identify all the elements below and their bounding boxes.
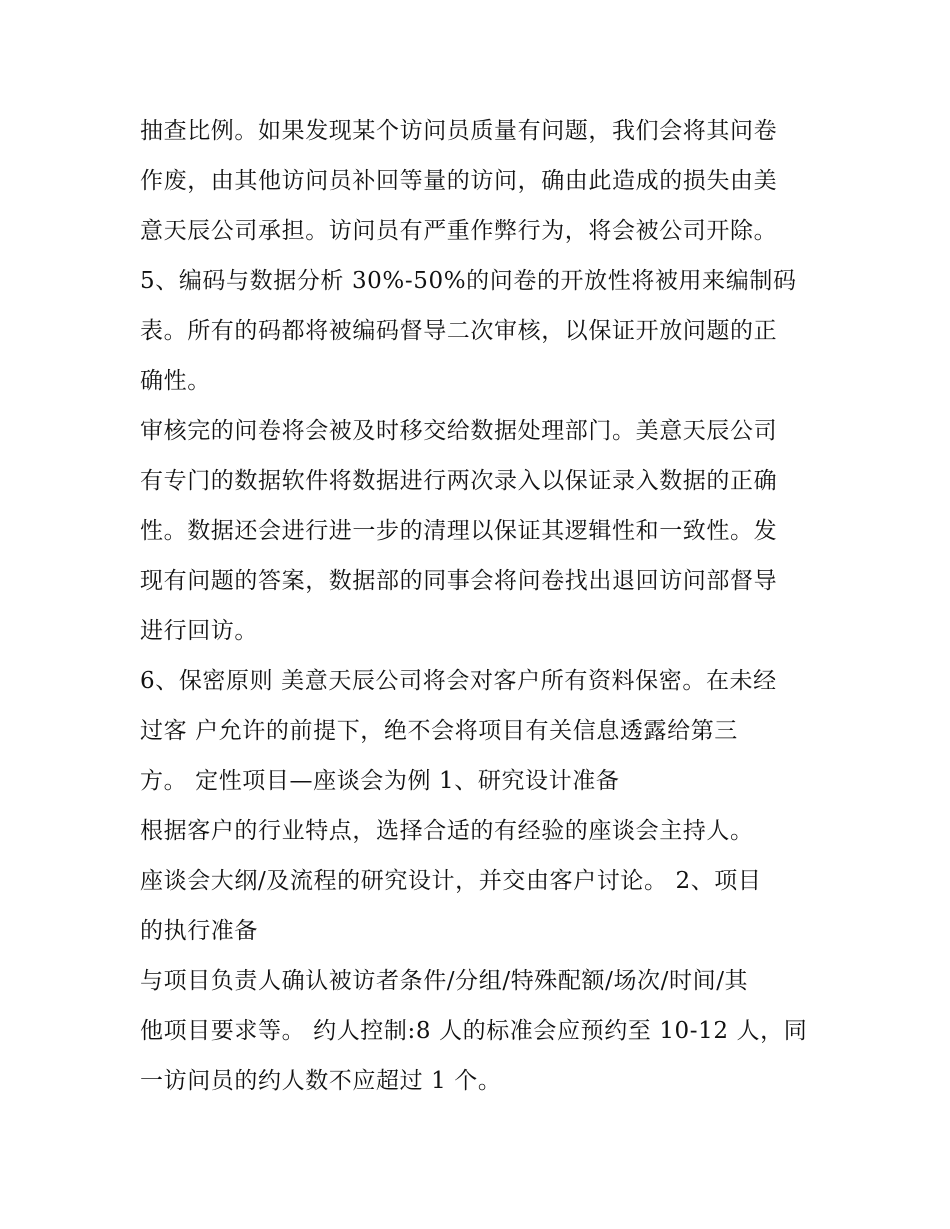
text-line: 意天辰公司承担。访问员有严重作弊行为，将会被公司开除。 <box>140 218 778 244</box>
text-line: 他项目要求等。 约人控制:8 人的标准会应预约至 10-12 人，同 <box>140 1018 808 1044</box>
text-line: 与项目负责人确认被访者条件/分组/特殊配额/场次/时间/其 <box>140 968 749 994</box>
text-line: 的执行准备 <box>140 918 258 944</box>
text-line: 有专门的数据软件将数据进行两次录入以保证录入数据的正确 <box>140 468 778 494</box>
text-line: 审核完的问卷将会被及时移交给数据处理部门。美意天辰公司 <box>140 418 778 444</box>
text-line: 确性。 <box>140 368 211 394</box>
text-line: 5、编码与数据分析 30%-50%的问卷的开放性将被用来编制码 <box>140 268 797 294</box>
text-line: 座谈会大纲/及流程的研究设计，并交由客户讨论。 2、项目 <box>140 868 762 894</box>
text-line: 现有问题的答案，数据部的同事会将问卷找出退回访问部督导 <box>140 568 778 594</box>
text-line: 表。所有的码都将被编码督导二次审核，以保证开放问题的正 <box>140 318 778 344</box>
text-line: 进行回访。 <box>140 618 258 644</box>
text-line: 6、保密原则 美意天辰公司将会对客户所有资料保密。在未经 <box>140 668 777 694</box>
text-line: 过客 户允许的前提下，绝不会将项目有关信息透露给第三 <box>140 718 738 744</box>
text-line: 作废，由其他访问员补回等量的访问，确由此造成的损失由美 <box>140 168 778 194</box>
text-line: 一访问员的约人数不应超过 1 个。 <box>140 1068 502 1094</box>
text-line: 方。 定性项目—座谈会为例 1、研究设计准备 <box>140 768 620 794</box>
body-text <box>140 106 830 1106</box>
text-line: 抽查比例。如果发现某个访问员质量有问题，我们会将其问卷 <box>140 118 778 144</box>
text-line: 根据客户的行业特点，选择合适的有经验的座谈会主持人。 <box>140 818 754 844</box>
text-line: 性。数据还会进行进一步的清理以保证其逻辑性和一致性。发 <box>140 518 778 544</box>
